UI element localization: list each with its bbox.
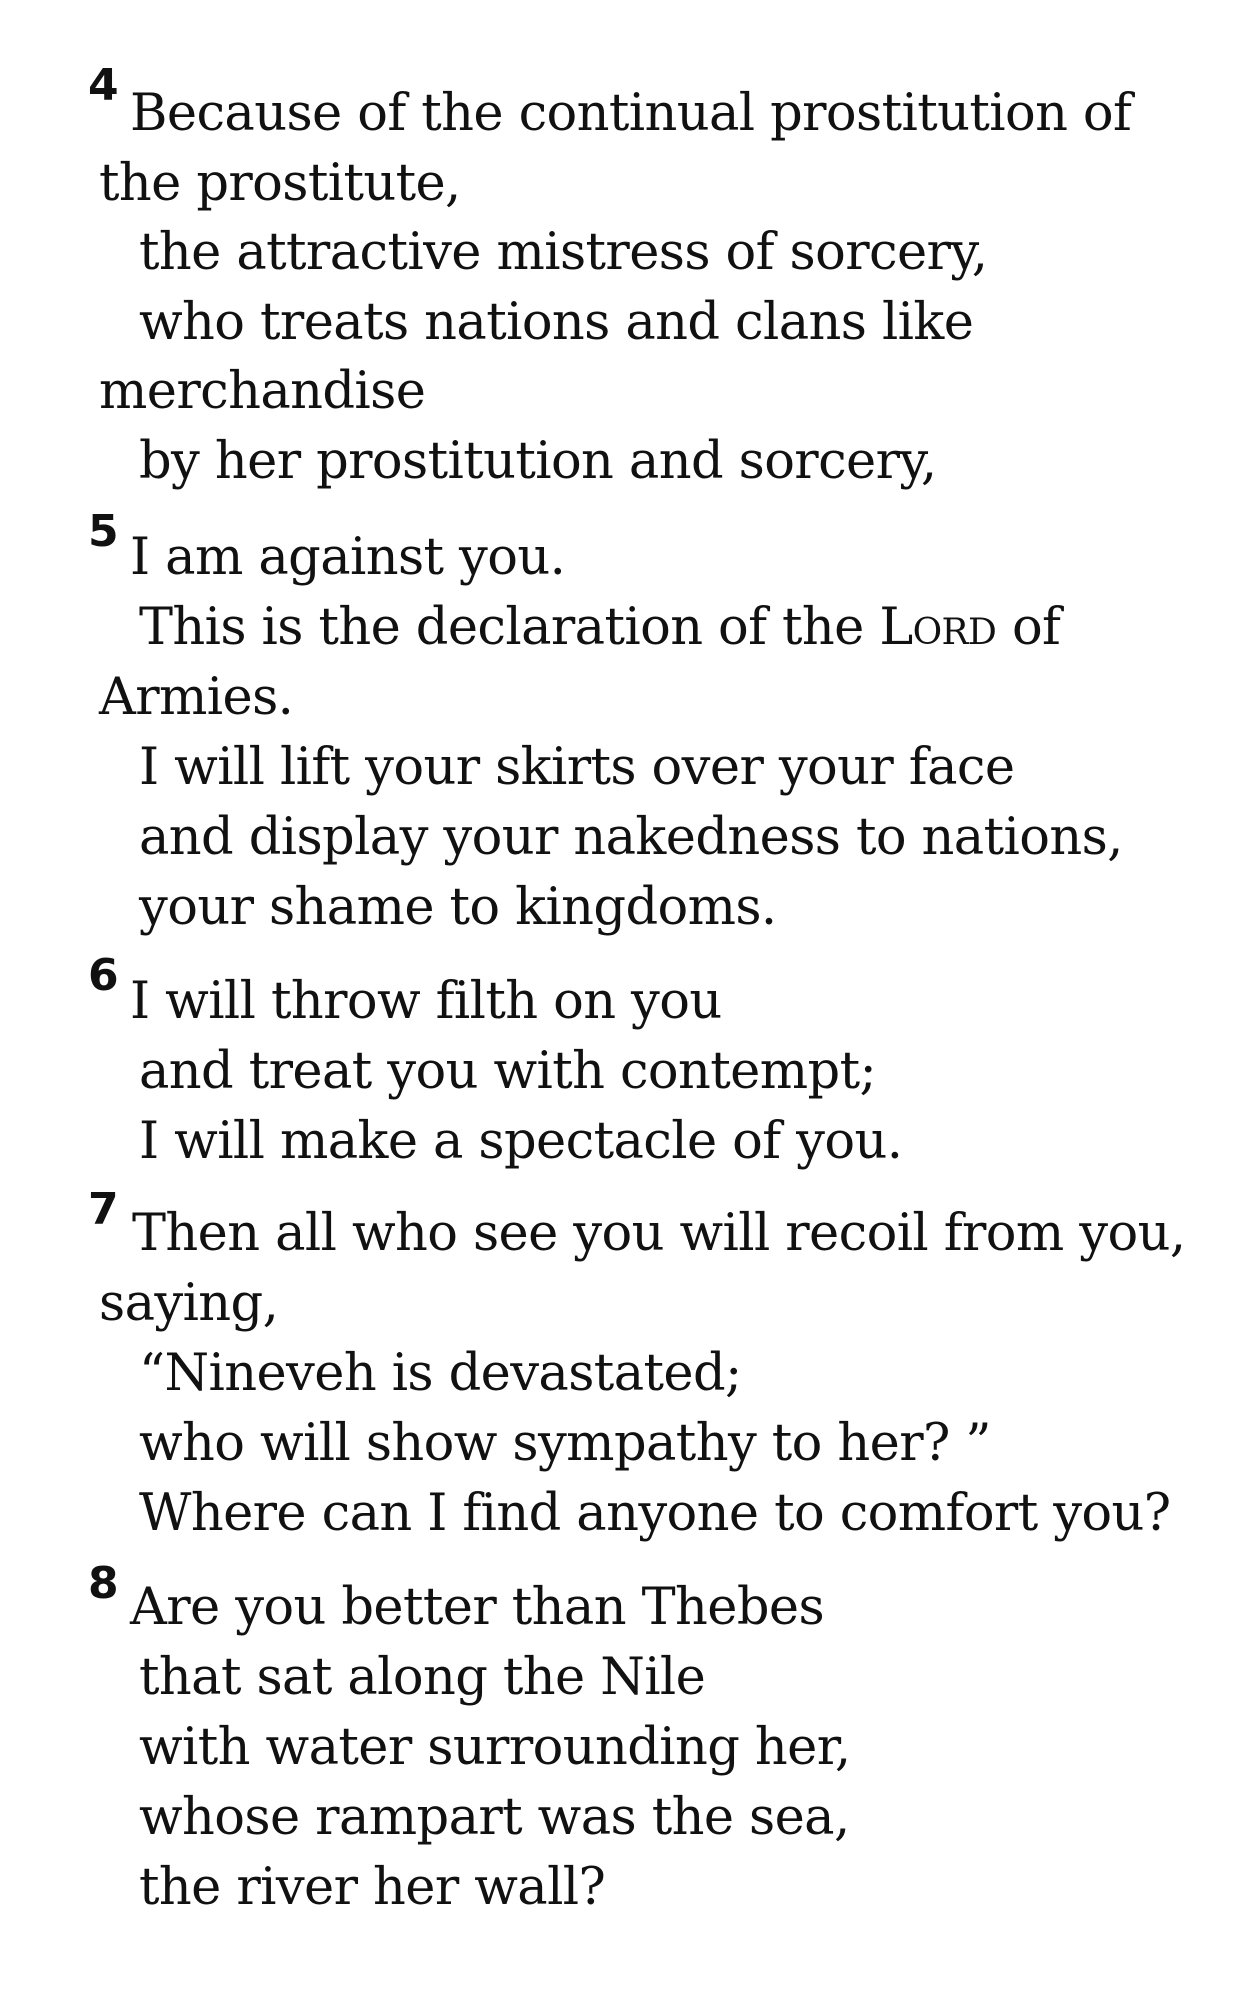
divine-name: Lord (879, 598, 997, 657)
verse-line: by her prostitution and sorcery, (139, 432, 937, 491)
verse-line: with water surrounding her, (139, 1718, 851, 1777)
verse-line: Then all who see you will recoil from you, (132, 1204, 1186, 1263)
verse-line: I will lift your skirts over your face (139, 738, 1015, 797)
verse-number: 5 (88, 506, 119, 557)
verse-line: Armies. (99, 668, 294, 727)
verse-line: I will throw filth on you (130, 972, 722, 1031)
verse-line: I am against you. (130, 528, 566, 587)
verse-line: Because of the continual prostitution of (130, 84, 1132, 143)
verse-line: and treat you with contempt; (139, 1042, 877, 1101)
verse-number: 6 (88, 950, 119, 1001)
verse-line: Where can I find anyone to comfort you? (139, 1484, 1171, 1543)
verse-number: 7 (88, 1184, 119, 1235)
verse-line: the prostitute, (99, 154, 461, 213)
verse-line: your shame to kingdoms. (139, 878, 777, 937)
verse-line: the river her wall? (139, 1858, 606, 1917)
verse-line: Are you better than Thebes (130, 1578, 825, 1637)
verse-line: whose rampart was the sea, (139, 1788, 850, 1847)
verse-line: I will make a spectacle of you. (139, 1112, 903, 1171)
verse-line: “Nineveh is devastated; (139, 1344, 742, 1403)
verse-line: that sat along the Nile (139, 1648, 706, 1707)
verse-number: 8 (88, 1558, 119, 1609)
verse-number: 4 (88, 60, 119, 111)
verse-line: the attractive mistress of sorcery, (139, 223, 988, 282)
verse-text: This is the declaration of the (139, 598, 880, 657)
verse-text: of (996, 598, 1061, 657)
verse-line: saying, (99, 1274, 279, 1333)
verse-line: and display your nakedness to nations, (139, 808, 1123, 867)
verse-line: merchandise (99, 362, 426, 421)
verse-line: who treats nations and clans like (139, 293, 974, 352)
verse-line (139, 598, 1060, 658)
verse-line: who will show sympathy to her? ” (139, 1414, 991, 1473)
